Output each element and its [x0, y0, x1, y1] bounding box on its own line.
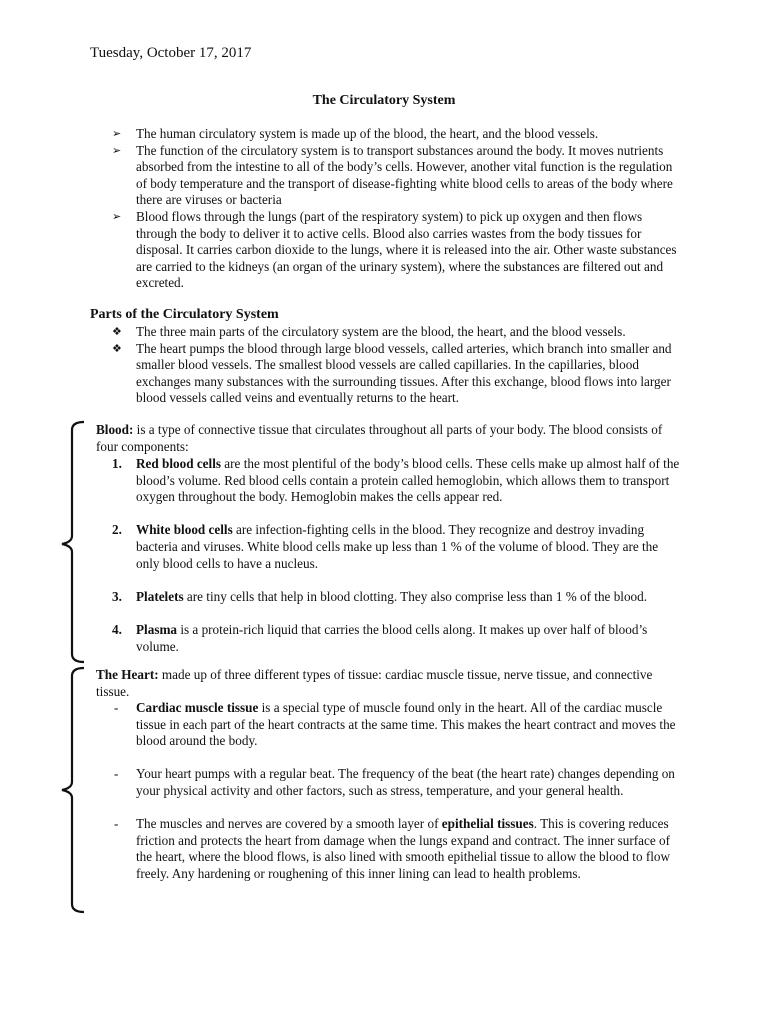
diamond-bullet-icon: ❖ — [112, 341, 122, 355]
list-item: - The muscles and nerves are covered by a smooth layer of epithelial tissues. This is covering reduces friction and protects the heart from damage when the lungs expand and contract. The inner surface of the heart, where the blood flows, is also lined with smooth epithelial tissue to allow the blood to flow freely. Any hardening or roughening of this inner lining can lead to health problems. — [114, 816, 671, 881]
dash-bullet-icon: - — [114, 816, 119, 832]
arrow-bullet-icon: ➢ — [112, 143, 122, 157]
arrow-bullet-icon: ➢ — [112, 209, 122, 223]
curly-bracket-icon — [62, 422, 84, 662]
list-item: ❖ The heart pumps the blood through large blood vessels, called arteries, which branch into smaller and smaller blood vessels. The smallest blood vessels are called capillaries. In the capillaries, blood exchanges many substances with the surrounding tissues. After this exchange, blood flows into larger blood vessels called veins and eventually returns to the heart. — [112, 340, 672, 406]
list-item: - Your heart pumps with a regular beat. The frequency of the beat (the heart rate) changes depending on your physical activity and other factors, such as stress, temperature, and your general health. — [114, 766, 675, 798]
heart-intro: The Heart: made up of three different types of tissue: cardiac muscle tissue, nerve tissue, and connective tissue. — [96, 667, 653, 699]
list-item: ➢ Blood flows through the lungs (part of the respiratory system) to pick up oxygen and then flows through the body to deliver it to active cells. Blood also carries wastes from the body tissues for disposal. It carries carbon dioxide to the lungs, where it is released into the air. Other waste substances are carried to the kidneys (an organ of the urinary system), where the substances are filtered out and excreted. — [112, 208, 677, 291]
list-item: - Cardiac muscle tissue is a special type of muscle found only in the heart. All of the cardiac muscle tissue in each part of the heart contracts at the same time. This makes the heart contract and moves the blood around the body. — [114, 700, 676, 749]
list-item: ➢ The human circulatory system is made up of the blood, the heart, and the blood vessels. — [112, 126, 599, 141]
blood-label: Blood: — [96, 422, 134, 437]
list-item: 1. Red blood cells are the most plentiful of the body’s blood cells. These cells make up almost half of the blood’s volume. Red blood cells contain a protein called hemoglobin, which allows them to transport oxygen throughout the body. Hemoglobin makes the cells appear red. — [112, 456, 680, 505]
dash-bullet-icon: - — [114, 766, 119, 782]
blood-intro: Blood: is a type of connective tissue that circulates throughout all parts of your body. The blood consists of four components: — [96, 422, 663, 454]
list-item: ❖ The three main parts of the circulatory system are the blood, the heart, and the blood vessels. — [112, 324, 626, 339]
page-title: The Circulatory System — [312, 93, 456, 108]
diamond-bullet-icon: ❖ — [112, 325, 122, 338]
list-item: 2. White blood cells are infection-fighting cells in the blood. They recognize and destroy invading bacteria and viruses. White blood cells make up less than 1 % of the volume of blood. They are the only blood cells to have a nucleus. — [112, 522, 659, 571]
date-line: Tuesday, October 17, 2017 — [90, 45, 252, 61]
list-item: ➢ The function of the circulatory system is to transport substances around the body. It moves nutrients absorbed from the intestine to all of the body’s cells. However, another vital function is the regulation of body temperature and the transport of disease-fighting white blood cells to areas of the body where there are viruses or bacteria — [112, 142, 673, 208]
arrow-bullet-icon: ➢ — [112, 127, 122, 140]
dash-bullet-icon: - — [114, 700, 119, 715]
section-heading-parts: Parts of the Circulatory System — [90, 307, 279, 322]
list-item: 4. Plasma is a protein-rich liquid that carries the blood cells along. It makes up over half of blood’s volume. — [112, 621, 648, 654]
heart-label: The Heart: — [96, 667, 159, 682]
list-item: 3. Platelets are tiny cells that help in blood clotting. They also comprise less than 1 % of the blood. — [112, 588, 648, 604]
curly-bracket-icon — [62, 668, 84, 912]
